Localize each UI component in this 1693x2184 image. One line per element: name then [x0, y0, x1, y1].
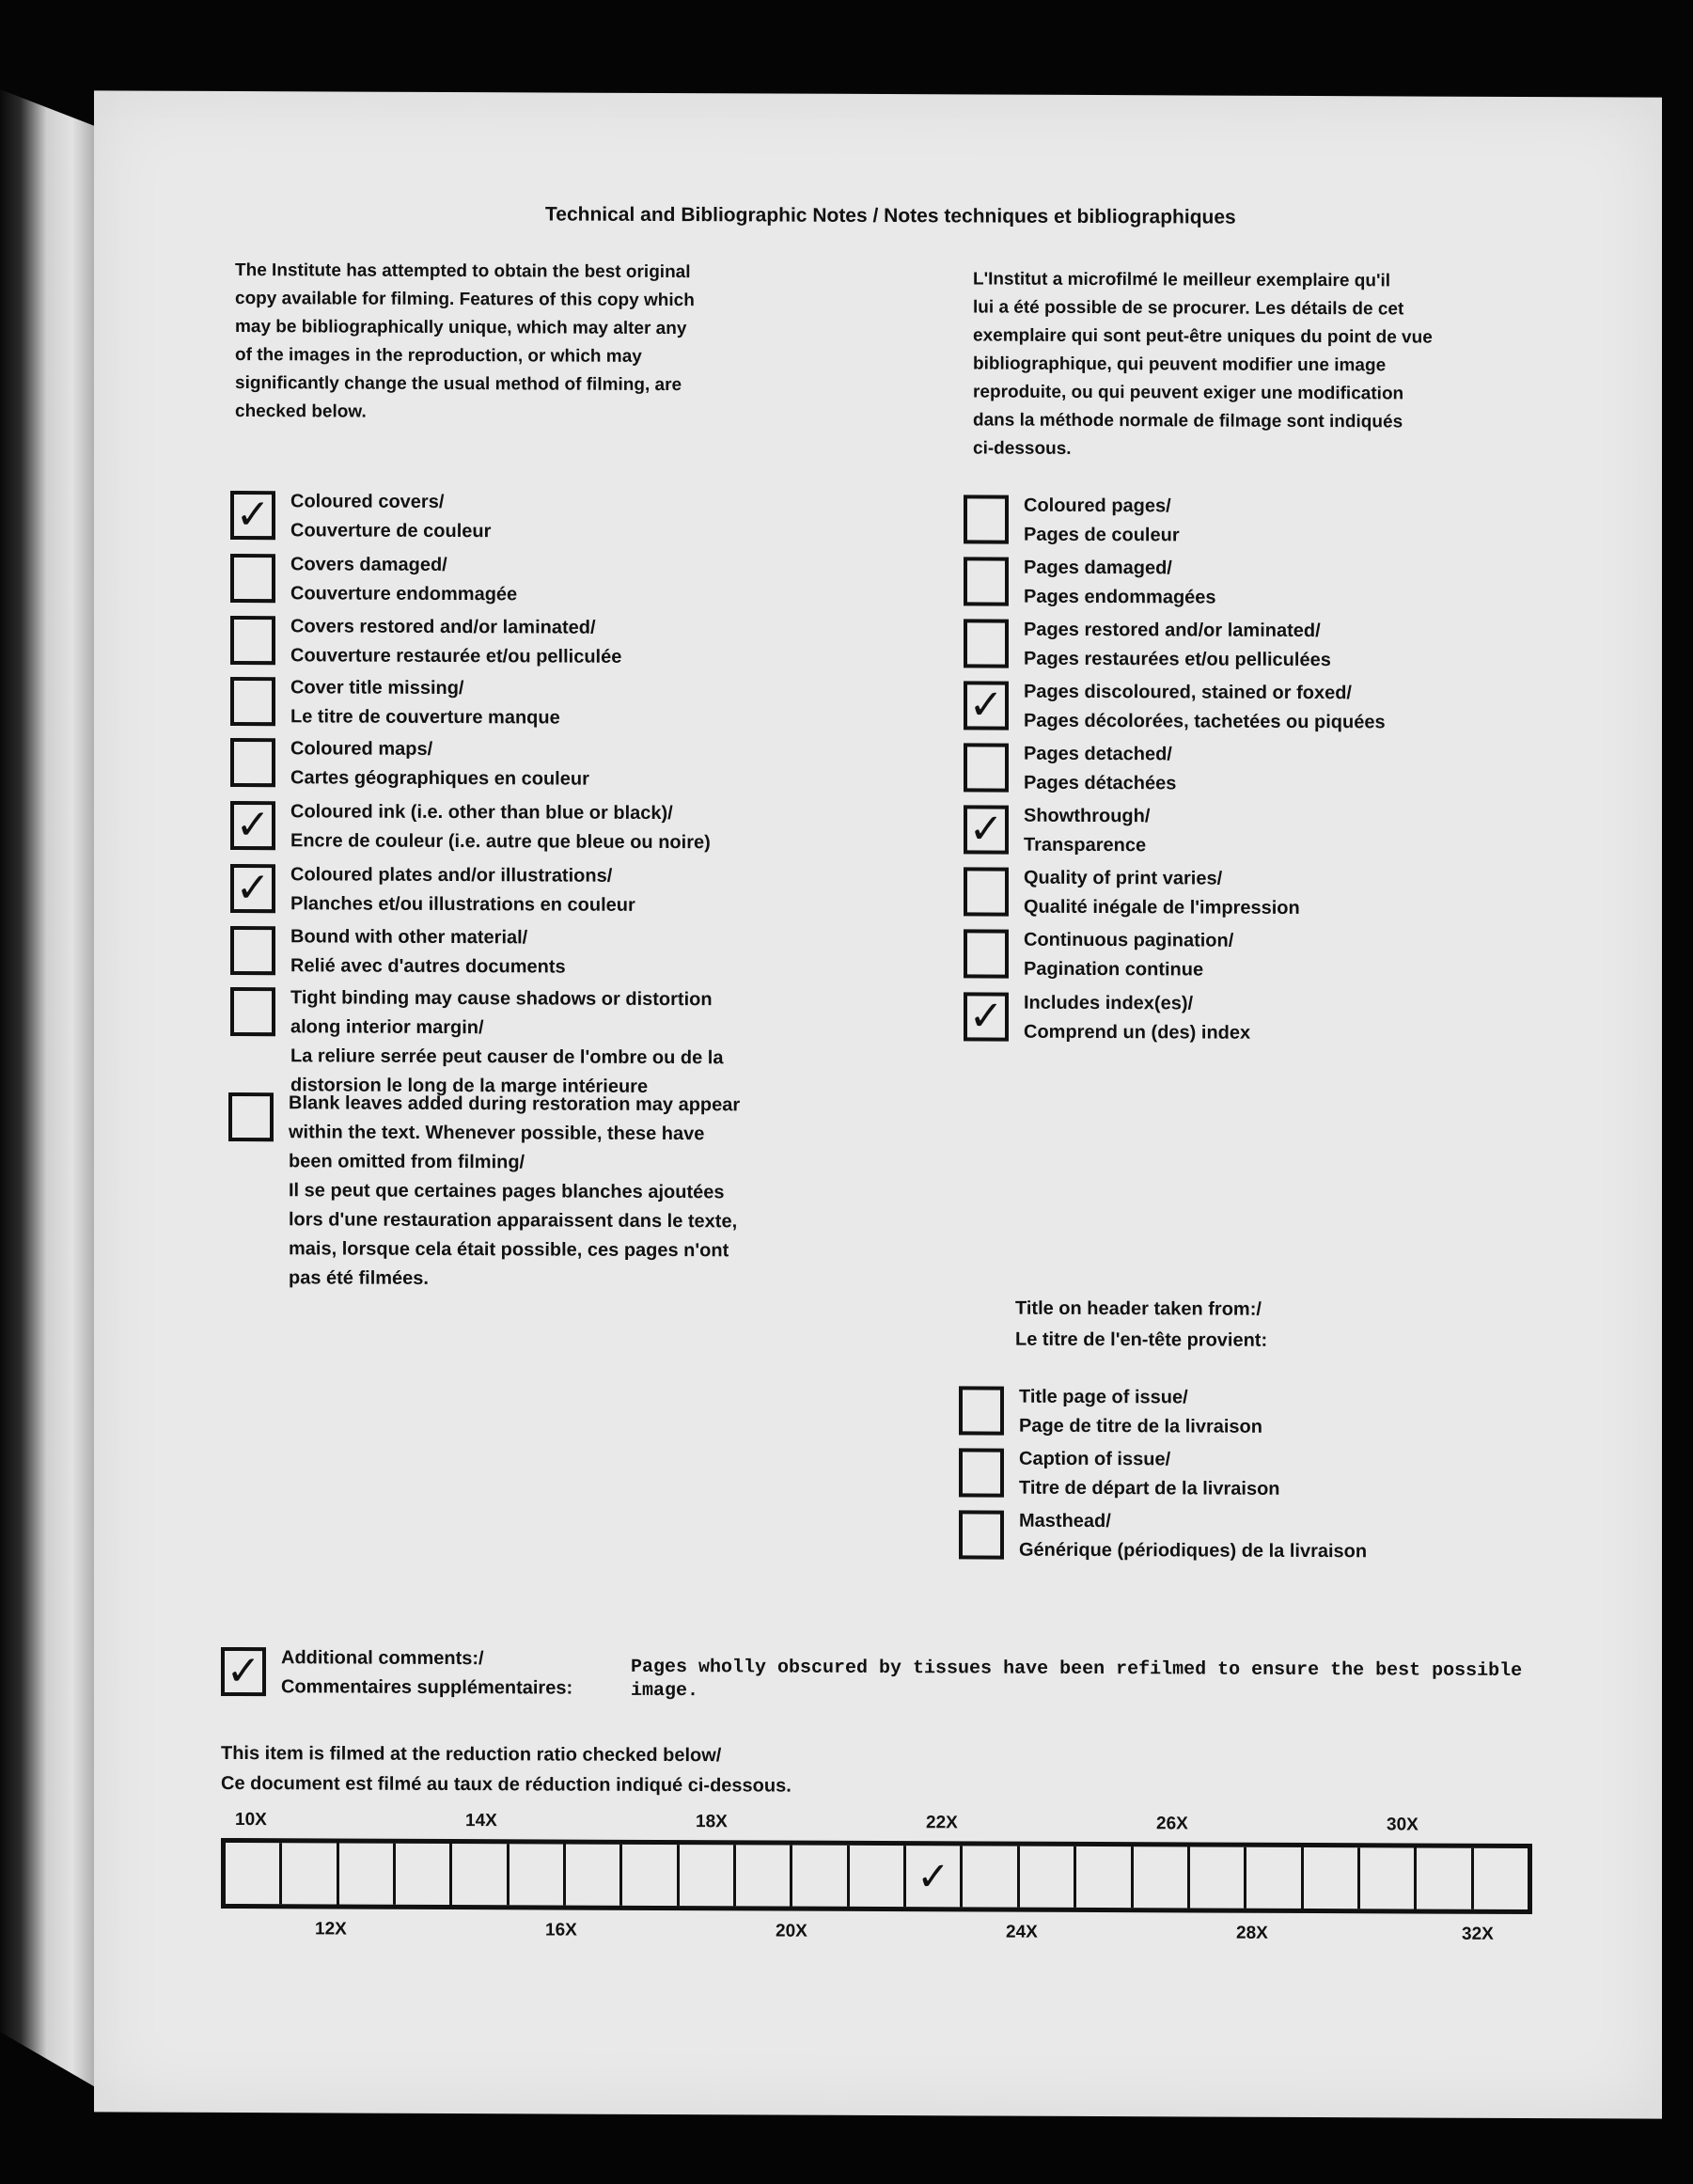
left-checklist-label — [290, 983, 724, 1102]
reduction-ratio-bottom-label: 32X — [1462, 1924, 1494, 1944]
left-checklist-label-line: distorsion le long de la marge intérieure — [290, 1075, 649, 1097]
reduction-ratio-cell[interactable] — [622, 1845, 679, 1906]
reduction-ratio-cell[interactable] — [1020, 1846, 1076, 1908]
intro-line: lui a été possible de se procurer. Les détails de cet — [973, 297, 1404, 320]
left-checklist-label-line: Couverture restaurée et/ou pelliculée — [290, 645, 622, 668]
reduction-ratio-bottom-label: 28X — [1236, 1923, 1268, 1943]
left-checklist-label-line: Encre de couleur (i.e. autre que bleue ou noire) — [290, 830, 711, 854]
left-checklist-label — [290, 860, 635, 920]
right-checklist-label-line: Pages décolorées, tachetées ou piquées — [1024, 710, 1386, 733]
issue-checklist-label-line: Page de titre de la livraison — [1019, 1415, 1262, 1438]
check-mark-icon: ✓ — [968, 992, 1004, 1041]
left-checklist-checkbox[interactable] — [230, 616, 275, 665]
reduction-ratio-cell[interactable] — [1190, 1846, 1246, 1908]
reduction-ratio-top-label: 14X — [465, 1811, 497, 1831]
right-checklist-label-line: Pagination continue — [1024, 958, 1204, 981]
reduction-ratio-cell[interactable] — [396, 1844, 452, 1905]
reduction-ratio-bottom-label: 12X — [315, 1919, 347, 1940]
left-checklist-label-line: pas été filmées. — [289, 1267, 429, 1289]
reduction-ratio-cell[interactable] — [1360, 1847, 1417, 1909]
left-checklist-label — [290, 922, 566, 982]
left-checklist-label-line: been omitted from filming/ — [289, 1151, 525, 1173]
check-mark-icon: ✓ — [917, 1852, 950, 1899]
reduction-ratio-line: Ce document est filmé au taux de réduction indiqué ci-dessous. — [221, 1772, 792, 1797]
issue-checklist-label-line: Title page of issue/ — [1019, 1386, 1188, 1408]
left-checklist-checkbox[interactable] — [230, 738, 275, 787]
left-checklist-label — [290, 734, 589, 793]
left-checklist-label-line: Le titre de couverture manque — [290, 706, 560, 729]
intro-line: may be bibliographically unique, which may alter any — [235, 317, 687, 339]
right-checklist-label-line: Pages restored and/or laminated/ — [1024, 619, 1321, 642]
right-checklist-label-line: Quality of print varies/ — [1024, 867, 1223, 889]
left-checklist-label-line: Coloured ink (i.e. other than blue or black)/ — [290, 801, 673, 825]
left-checklist-label-line: Coloured covers/ — [290, 491, 445, 512]
reduction-ratio-cell[interactable] — [1076, 1846, 1133, 1908]
reduction-ratio-bottom-label: 16X — [545, 1920, 577, 1940]
intro-line: of the images in the reproduction, or which may — [235, 345, 642, 367]
reduction-ratio-cell[interactable] — [452, 1844, 509, 1905]
intro-line: dans la méthode normale de filmage sont indiqués — [973, 410, 1403, 432]
left-checklist-checkbox[interactable] — [230, 864, 275, 913]
right-checklist-checkbox[interactable] — [964, 619, 1009, 668]
reduction-ratio-cell[interactable] — [850, 1846, 906, 1907]
left-checklist-label — [290, 612, 621, 672]
issue-checklist-label-line: Titre de départ de la livraison — [1019, 1477, 1280, 1500]
additional-comments-label — [281, 1643, 572, 1703]
left-checklist-label-line: Cover title missing/ — [290, 677, 464, 699]
additional-comments-label-line: Additional comments:/ — [281, 1647, 484, 1670]
right-checklist-label-line: Comprend un (des) index — [1024, 1021, 1251, 1044]
additional-comments-label-line: Commentaires supplémentaires: — [281, 1676, 573, 1699]
right-checklist-label — [1024, 554, 1216, 613]
reduction-ratio-cell[interactable] — [906, 1846, 963, 1907]
right-checklist-label-line: Pages endommagées — [1024, 586, 1216, 608]
reduction-ratio-heading — [221, 1738, 792, 1801]
left-checklist-label-line: Planches et/ou illustrations en couleur — [290, 893, 635, 916]
reduction-ratio-cell[interactable] — [339, 1843, 396, 1904]
right-checklist-checkbox[interactable] — [964, 557, 1009, 605]
left-checklist-label — [290, 673, 560, 732]
left-checklist-label-line: Cartes géographiques en couleur — [290, 767, 589, 790]
header-source-line: Le titre de l'en-tête provient: — [1015, 1328, 1268, 1351]
left-checklist-label-line: within the text. Whenever possible, these have — [289, 1122, 705, 1145]
reduction-ratio-cell[interactable] — [1417, 1848, 1473, 1909]
left-checklist-label-line: Couverture endommagée — [290, 583, 518, 605]
left-checklist-label-line: Blank leaves added during restoration may appear — [289, 1092, 741, 1116]
right-checklist-label — [1024, 616, 1331, 675]
left-checklist-label-line: La reliure serrée peut causer de l'ombre ou de la — [290, 1045, 724, 1069]
page-title: Technical and Bibliographic Notes / Notes techniques et bibliographiques — [545, 203, 1236, 228]
intro-line: significantly change the usual method of filming, are — [235, 373, 682, 396]
left-checklist-checkbox[interactable] — [230, 491, 275, 540]
issue-checklist-label — [1019, 1507, 1367, 1567]
additional-comments-checkbox[interactable] — [221, 1647, 266, 1696]
left-checklist-checkbox[interactable] — [230, 926, 275, 975]
left-checklist-checkbox[interactable] — [230, 801, 275, 850]
left-checklist-label-line: Coloured plates and/or illustrations/ — [290, 864, 613, 887]
issue-checklist-checkbox[interactable] — [959, 1510, 1004, 1559]
notes-form-page — [94, 90, 1662, 2118]
left-checklist-label — [289, 1089, 740, 1295]
intro-line: bibliographique, qui peuvent modifier une image — [973, 354, 1387, 376]
reduction-ratio-cell[interactable] — [566, 1845, 622, 1906]
reduction-ratio-bottom-label: 24X — [1006, 1922, 1038, 1942]
right-checklist-label — [1024, 492, 1180, 551]
check-mark-icon: ✓ — [968, 681, 1004, 730]
right-checklist-label-line: Pages detached/ — [1024, 743, 1172, 765]
right-checklist-label — [1024, 989, 1250, 1048]
left-checklist-label-line: Relié avec d'autres documents — [290, 955, 566, 978]
left-checklist-label — [290, 797, 711, 857]
reduction-ratio-cell[interactable] — [226, 1843, 282, 1904]
left-checklist-checkbox[interactable] — [230, 677, 275, 726]
reduction-ratio-top-label: 18X — [696, 1812, 728, 1832]
left-checklist-label — [290, 487, 491, 546]
right-checklist-label-line: Includes index(es)/ — [1024, 992, 1194, 1014]
left-checklist-label-line: along interior margin/ — [290, 1016, 484, 1039]
intro-line: exemplaire qui sont peut-être uniques du point de vue — [973, 325, 1433, 348]
right-checklist-label — [1024, 678, 1386, 738]
issue-checklist-checkbox[interactable] — [959, 1448, 1004, 1497]
right-checklist-label-line: Continuous pagination/ — [1024, 929, 1234, 951]
check-mark-icon: ✓ — [226, 1646, 261, 1696]
left-checklist-label-line: Covers damaged/ — [290, 554, 447, 576]
reduction-ratio-cell[interactable] — [509, 1844, 566, 1905]
right-checklist-checkbox[interactable] — [964, 867, 1009, 916]
issue-checklist-label-line: Caption of issue/ — [1019, 1448, 1171, 1470]
right-checklist-label — [1024, 802, 1150, 861]
right-checklist-label-line: Pages de couleur — [1024, 524, 1180, 546]
reduction-ratio-top-label: 22X — [926, 1813, 958, 1833]
intro-text-french — [973, 265, 1433, 464]
right-checklist-checkbox[interactable] — [964, 992, 1009, 1041]
reduction-ratio-cell[interactable] — [1304, 1847, 1360, 1909]
check-mark-icon: ✓ — [235, 864, 271, 913]
right-checklist-label-line: Qualité inégale de l'impression — [1024, 896, 1300, 919]
reduction-ratio-scale — [221, 1838, 1532, 1914]
right-checklist-checkbox[interactable] — [964, 929, 1009, 978]
reduction-ratio-cell[interactable] — [680, 1845, 736, 1906]
header-source-line: Title on header taken from:/ — [1015, 1297, 1262, 1320]
check-mark-icon: ✓ — [235, 801, 271, 850]
left-checklist-label-line: Tight binding may cause shadows or distortion — [290, 987, 713, 1011]
left-checklist-label-line: Il se peut que certaines pages blanches ajoutées — [289, 1180, 725, 1203]
issue-checklist-label — [1019, 1445, 1280, 1504]
left-checklist-checkbox[interactable] — [230, 554, 275, 603]
reduction-ratio-cell[interactable] — [736, 1845, 792, 1906]
left-checklist-label-line: mais, lorsque cela était possible, ces pages n'ont — [289, 1238, 729, 1262]
intro-line: checked below. — [235, 401, 367, 422]
reduction-ratio-line: This item is filmed at the reduction ratio checked below/ — [221, 1742, 722, 1767]
reduction-ratio-top-label: 10X — [235, 1810, 267, 1830]
check-mark-icon: ✓ — [968, 805, 1004, 854]
reduction-ratio-top-label: 26X — [1156, 1814, 1188, 1834]
issue-checklist-label-line: Générique (périodiques) de la livraison — [1019, 1539, 1368, 1563]
reduction-ratio-cell[interactable] — [963, 1846, 1019, 1907]
left-checklist-label-line: Covers restored and/or laminated/ — [290, 616, 596, 638]
left-checklist-checkbox[interactable] — [230, 987, 275, 1036]
right-checklist-label-line: Pages restaurées et/ou pelliculées — [1024, 648, 1331, 671]
right-checklist-label-line: Showthrough/ — [1024, 805, 1151, 827]
right-checklist-label — [1024, 864, 1300, 923]
header-source-heading — [1015, 1294, 1267, 1357]
reduction-ratio-cell[interactable] — [282, 1843, 338, 1904]
left-checklist-checkbox[interactable] — [228, 1092, 274, 1141]
right-checklist-label-line: Pages damaged/ — [1024, 557, 1172, 579]
intro-line: reproduite, ou qui peuvent exiger une modification — [973, 382, 1404, 404]
right-checklist-label-line: Coloured pages/ — [1024, 495, 1171, 517]
intro-line: L'Institut a microfilmé le meilleur exemplaire qu'il — [973, 269, 1391, 291]
reduction-ratio-cell[interactable] — [1134, 1846, 1190, 1908]
intro-text-english — [235, 257, 695, 428]
right-checklist-label-line: Pages discoloured, stained or foxed/ — [1024, 681, 1352, 704]
right-checklist-label-line: Pages détachées — [1024, 772, 1177, 794]
right-checklist-label-line: Transparence — [1024, 834, 1147, 856]
left-checklist-label-line: Bound with other material/ — [290, 926, 528, 949]
issue-checklist-label-line: Masthead/ — [1019, 1510, 1111, 1532]
left-checklist-label-line: lors d'une restauration apparaissent dans le texte, — [289, 1209, 738, 1233]
right-checklist-checkbox[interactable] — [964, 495, 1009, 543]
additional-comments-text: Pages wholly obscured by tissues have been refilmed to ensure the best possible image. — [631, 1656, 1523, 1703]
right-checklist-checkbox[interactable] — [964, 743, 1009, 792]
intro-line: copy available for filming. Features of this copy which — [235, 289, 695, 311]
issue-checklist-checkbox[interactable] — [959, 1386, 1004, 1435]
left-checklist-label-line: Couverture de couleur — [290, 520, 492, 542]
intro-line: The Institute has attempted to obtain the best original — [235, 260, 691, 283]
issue-checklist-label — [1019, 1383, 1262, 1442]
reduction-ratio-cell[interactable] — [1246, 1847, 1303, 1909]
right-checklist-label — [1024, 926, 1233, 985]
left-checklist-label — [290, 550, 517, 609]
right-checklist-checkbox[interactable] — [964, 681, 1009, 730]
left-checklist-label-line: Coloured maps/ — [290, 738, 433, 760]
right-checklist-checkbox[interactable] — [964, 805, 1009, 854]
right-checklist-label — [1024, 740, 1176, 799]
reduction-ratio-bottom-label: 20X — [776, 1921, 807, 1941]
adjacent-page-edge — [0, 89, 103, 2092]
intro-line: ci-dessous. — [973, 438, 1072, 459]
check-mark-icon: ✓ — [235, 491, 271, 540]
reduction-ratio-cell[interactable] — [1474, 1848, 1528, 1909]
reduction-ratio-cell[interactable] — [792, 1846, 849, 1907]
reduction-ratio-top-label: 30X — [1387, 1815, 1419, 1835]
